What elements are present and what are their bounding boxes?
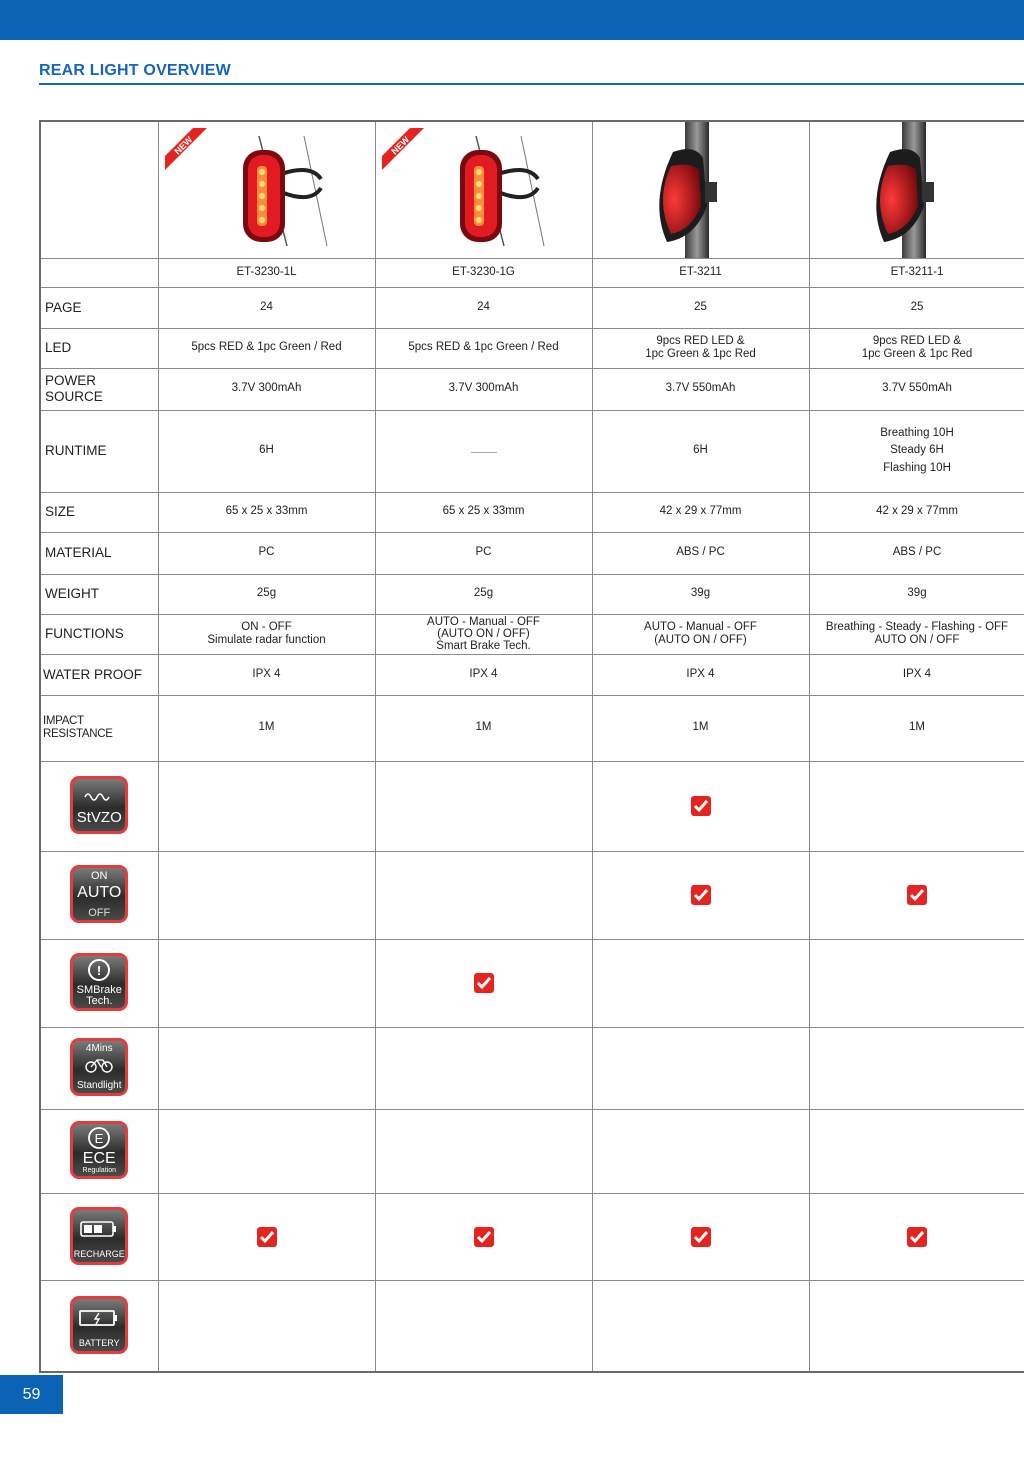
feature-check-cell: [592, 1027, 809, 1109]
red-check-icon: [691, 796, 711, 816]
svg-text:NEW: NEW: [388, 134, 411, 157]
feature-check-cell: [158, 1109, 375, 1193]
feature-check-cell: [809, 1109, 1024, 1193]
spec-value: IPX 4: [592, 654, 809, 695]
feature-check-cell: [375, 1193, 592, 1280]
row-label-material: MATERIAL: [40, 532, 158, 574]
feature-check-cell: [809, 939, 1024, 1027]
spec-row-page: [40, 287, 1024, 328]
spec-value: ABS / PC: [809, 532, 1024, 574]
spec-value: 24: [158, 287, 375, 328]
spec-value: 6H: [158, 410, 375, 492]
spec-value: 65 x 25 x 33mm: [375, 492, 592, 532]
feature-check-cell: [592, 1193, 809, 1280]
spec-row-weight: [40, 574, 1024, 614]
page-number: 59: [0, 1375, 63, 1414]
empty-corner-cell: [40, 121, 158, 258]
spec-value: 42 x 29 x 77mm: [809, 492, 1024, 532]
feature-check-cell: [158, 1193, 375, 1280]
feature-check-cell: [592, 1280, 809, 1372]
spec-row-led: [40, 328, 1024, 368]
feature-icon-cell: [40, 939, 158, 1027]
feature-check-cell: [592, 939, 809, 1027]
seatpost-rear-light-image: [810, 122, 1024, 258]
spec-row-material: [40, 532, 1024, 574]
spec-value: 6H: [592, 410, 809, 492]
feature-check-cell: [809, 1193, 1024, 1280]
feature-check-cell: [158, 939, 375, 1027]
feature-check-cell: [158, 1027, 375, 1109]
row-label-weight: WEIGHT: [40, 574, 158, 614]
spec-value: 1M: [809, 695, 1024, 761]
feature-row-ece: [40, 1109, 1024, 1193]
product-photo-et-3230-1l: [158, 121, 375, 258]
spec-value: 25g: [158, 574, 375, 614]
spec-value: 5pcs RED & 1pc Green / Red: [375, 328, 592, 368]
spec-value: IPX 4: [809, 654, 1024, 695]
spec-value: 3.7V 550mAh: [592, 368, 809, 410]
spec-value: 39g: [592, 574, 809, 614]
spec-value: IPX 4: [375, 654, 592, 695]
spec-value: AUTO - Manual - OFF (AUTO ON / OFF): [592, 614, 809, 654]
feature-check-cell: [809, 851, 1024, 939]
spec-value: PC: [158, 532, 375, 574]
spec-value: ABS / PC: [592, 532, 809, 574]
feature-check-cell: [375, 939, 592, 1027]
spec-value: 9pcs RED LED & 1pc Green & 1pc Red: [809, 328, 1024, 368]
feature-check-cell: [158, 761, 375, 851]
smbrake-icon: ! SMBrake Tech.: [70, 953, 128, 1011]
red-check-icon: [907, 885, 927, 905]
feature-icon-cell: [40, 1193, 158, 1280]
feature-icon-cell: [40, 1109, 158, 1193]
spec-value: Breathing 10H Steady 6H Flashing 10H: [809, 410, 1024, 492]
model-row: [40, 258, 1024, 287]
spec-row-functions: [40, 614, 1024, 654]
feature-check-cell: [592, 851, 809, 939]
spec-value: 25: [809, 287, 1024, 328]
svg-text:E: E: [94, 1131, 104, 1147]
page-title: REAR LIGHT OVERVIEW: [39, 62, 231, 79]
feature-check-cell: [809, 761, 1024, 851]
row-label-impact-resistance: IMPACT RESISTANCE: [40, 695, 158, 761]
red-check-icon: [907, 1227, 927, 1247]
red-check-icon: [257, 1227, 277, 1247]
spec-value: ON - OFF Simulate radar function: [158, 614, 375, 654]
spec-value: 1M: [592, 695, 809, 761]
spec-value: 3.7V 300mAh: [158, 368, 375, 410]
feature-row-battery: [40, 1280, 1024, 1372]
feature-check-cell: [375, 761, 592, 851]
feature-check-cell: [592, 761, 809, 851]
product-photo-et-3230-1g: [375, 121, 592, 258]
feature-icon-cell: [40, 761, 158, 851]
row-label-runtime: RUNTIME: [40, 410, 158, 492]
dash-placeholder: [471, 452, 497, 453]
red-check-icon: [474, 973, 494, 993]
runtime-not-applicable: [375, 410, 592, 492]
feature-check-cell: [809, 1280, 1024, 1372]
seatpost-rear-light-image: [593, 122, 809, 258]
spec-row-runtime: [40, 410, 1024, 492]
spec-value: 25g: [375, 574, 592, 614]
spec-value: 25: [592, 287, 809, 328]
red-check-icon: [691, 1227, 711, 1247]
spec-value: AUTO - Manual - OFF (AUTO ON / OFF) Smart Brake Tech.: [375, 614, 592, 654]
spec-value: 1M: [375, 695, 592, 761]
red-check-icon: [474, 1227, 494, 1247]
spec-value: 24: [375, 287, 592, 328]
ece-icon: E ECE Regulation: [70, 1121, 128, 1179]
spec-value: 3.7V 300mAh: [375, 368, 592, 410]
photo-row: [40, 121, 1024, 258]
spec-value: PC: [375, 532, 592, 574]
product-photo-et-3211: [592, 121, 809, 258]
spec-value: Breathing - Steady - Flashing - OFF AUTO ON / OFF: [809, 614, 1024, 654]
model-name: ET-3230-1L: [158, 258, 375, 287]
recharge-icon: RECHARGE: [70, 1207, 128, 1265]
rear-light-overview-table: [39, 120, 1024, 1373]
spec-value: 3.7V 550mAh: [809, 368, 1024, 410]
row-label-water-proof: WATER PROOF: [40, 654, 158, 695]
feature-check-cell: [375, 851, 592, 939]
feature-row-smbrake: [40, 939, 1024, 1027]
svg-text:!: !: [97, 963, 102, 979]
spec-row-size: [40, 492, 1024, 532]
feature-check-cell: [158, 1280, 375, 1372]
feature-row-auto-on-off: [40, 851, 1024, 939]
top-banner: [0, 0, 1024, 40]
feature-icon-cell: [40, 1027, 158, 1109]
auto-on-off-icon: ON AUTO OFF: [70, 865, 128, 923]
spec-value: 5pcs RED & 1pc Green / Red: [158, 328, 375, 368]
spec-row-water-proof: [40, 654, 1024, 695]
svg-text:NEW: NEW: [171, 134, 194, 157]
model-name: ET-3211: [592, 258, 809, 287]
row-label-led: LED: [40, 328, 158, 368]
spec-row-impact-resistance: [40, 695, 1024, 761]
product-photo-et-3211-1: [809, 121, 1024, 258]
standlight-icon: 4Mins Standlight: [70, 1038, 128, 1096]
red-check-icon: [691, 885, 711, 905]
title-underline: [39, 83, 1024, 85]
row-label-size: SIZE: [40, 492, 158, 532]
feature-check-cell: [158, 851, 375, 939]
empty-model-label-cell: [40, 258, 158, 287]
spec-value: 42 x 29 x 77mm: [592, 492, 809, 532]
row-label-power-source: POWER SOURCE: [40, 368, 158, 410]
spec-row-power-source: [40, 368, 1024, 410]
new-badge: [165, 128, 207, 170]
spec-value: 9pcs RED LED & 1pc Green & 1pc Red: [592, 328, 809, 368]
feature-check-cell: [592, 1109, 809, 1193]
stvzo-icon: StVZO: [70, 776, 128, 834]
feature-check-cell: [375, 1109, 592, 1193]
spec-value: IPX 4: [158, 654, 375, 695]
spec-value: 39g: [809, 574, 1024, 614]
feature-icon-cell: [40, 1280, 158, 1372]
feature-row-recharge: [40, 1193, 1024, 1280]
spec-value: 1M: [158, 695, 375, 761]
row-label-functions: FUNCTIONS: [40, 614, 158, 654]
row-label-page: PAGE: [40, 287, 158, 328]
feature-check-cell: [375, 1280, 592, 1372]
battery-icon: BATTERY: [70, 1296, 128, 1354]
feature-check-cell: [809, 1027, 1024, 1109]
spec-value: 65 x 25 x 33mm: [158, 492, 375, 532]
feature-check-cell: [375, 1027, 592, 1109]
feature-row-standlight: [40, 1027, 1024, 1109]
model-name: ET-3230-1G: [375, 258, 592, 287]
new-badge: [382, 128, 424, 170]
feature-row-stvzo: [40, 761, 1024, 851]
feature-icon-cell: [40, 851, 158, 939]
model-name: ET-3211-1: [809, 258, 1024, 287]
